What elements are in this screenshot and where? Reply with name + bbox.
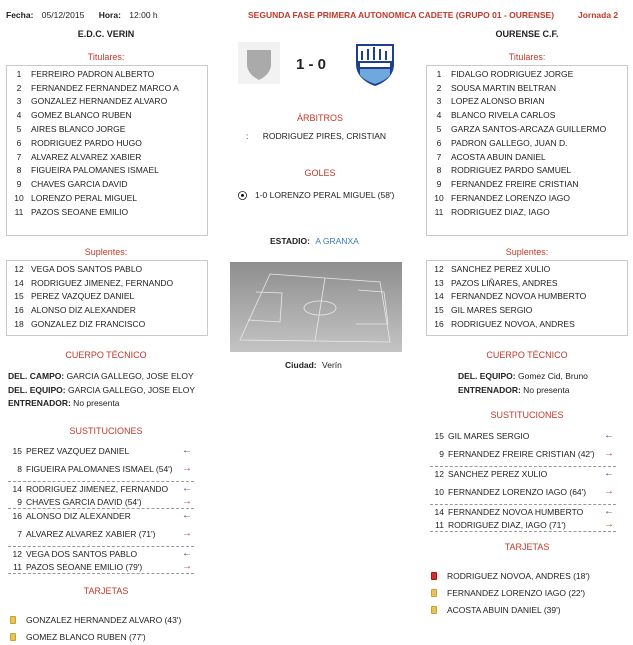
player-number: 15 [434,305,444,316]
player-name: RODRIGUEZ NOVOA, ANDRES [451,319,575,330]
player-name: PEREZ VAZQUEZ DANIEL [31,291,135,302]
arrow-out-icon: → [604,486,614,497]
substitution-in [430,429,616,442]
player-number: 7 [17,529,22,539]
home-subs-label: Suplentes: [84,247,128,257]
player-name: FERNANDEZ FREIRE CRISTIAN (42') [448,449,595,459]
stadium-link[interactable]: A GRANXA [315,236,359,246]
player-row [7,276,207,290]
player-name: RODRIGUEZ JIMENEZ, FERNANDO [26,483,169,494]
player-name: RODRIGUEZ PARDO SAMUEL [451,165,572,176]
player-number: 11 [13,561,22,572]
player-name: FIGUEIRA PALOMANES ISMAEL (54') [26,464,173,474]
home-substitutions-title: SUSTITUCIONES [69,426,143,436]
player-number: 16 [434,319,444,330]
home-team-name: E.D.C. VERIN [77,29,135,39]
player-number: 8 [16,165,22,176]
staff-name: No presenta [520,384,570,395]
substitution-out [8,522,194,546]
referee-name: RODRIGUEZ PIRES, CRISTIAN [262,131,387,141]
player-name: FERREIRO PADRON ALBERTO [31,68,155,79]
player-number: 9 [439,449,444,459]
player-number: 2 [436,82,442,93]
round-label: Jornada 2 [578,10,619,20]
substitution-in [430,505,616,518]
player-name: FERNANDEZ LORENZO IAGO (64') [448,487,587,497]
player-row [427,81,627,95]
player-number: 11 [435,519,444,530]
player-name: RODRIGUEZ DIAZ, IAGO [451,206,550,217]
player-name: FIGUEIRA PALOMANES ISMAEL [31,165,159,176]
substitution-out [8,495,194,508]
player-number: 5 [16,124,22,135]
player-row [427,108,627,122]
player-name: GIL MARES SERGIO [451,305,533,316]
player-row [7,150,207,164]
player-name: CHAVES GARCIA DAVID [31,179,128,190]
home-substitutions-list [8,444,194,574]
player-row [427,290,627,304]
player-name: BLANCO RIVELA CARLOS [451,110,556,121]
substitution-out [430,480,616,504]
arrow-out-icon: → [182,528,192,539]
player-name: GOMEZ BLANCO RUBEN [31,110,132,121]
player-name: GONZALEZ DIZ FRANCISCO [31,319,146,330]
player-number: 16 [12,510,22,521]
player-name: FERNANDEZ FERNANDEZ MARCO A [31,82,179,93]
player-name: FERNANDEZ LORENZO IAGO [451,193,571,204]
player-name: FERNANDEZ NOVOA HUMBERTO [448,506,584,517]
player-number: 14 [434,506,444,517]
staff-row [458,385,588,399]
home-subs-list [6,260,208,336]
player-name: LOPEZ ALONSO BRIAN [451,96,545,107]
away-cards-list [431,567,590,618]
card-row [431,584,590,601]
substitution-in [430,467,616,480]
player-number: 7 [16,151,22,162]
away-subs-list [426,260,628,336]
yellow-card-icon [10,616,16,624]
player-name: ALVAREZ ALVAREZ XABIER [31,151,142,162]
arrow-out-icon: → [604,518,614,530]
home-starters-label: Titulares: [87,52,125,62]
player-row [427,205,627,219]
referees-title: ÁRBITROS [296,113,343,123]
staff-role: DEL. EQUIPO: [8,384,66,395]
player-row [427,150,627,164]
arrow-in-icon: ← [182,482,192,494]
player-number: 8 [436,165,442,176]
substitution-pair [8,547,194,574]
player-row [7,191,207,205]
player-number: 15 [14,291,24,302]
player-row [7,290,207,304]
player-number: 12 [12,548,22,559]
substitution-pair [430,429,616,467]
player-name: RODRIGUEZ JIMENEZ, FERNANDO [31,277,174,288]
player-row [427,317,627,331]
card-player: GONZALEZ HERNANDEZ ALVARO (43') [26,614,182,625]
yellow-card-icon [431,606,437,614]
score: 1 - 0 [296,56,327,73]
staff-name: No presenta [70,398,120,408]
arrow-in-icon: ← [182,547,192,559]
substitution-pair [430,467,616,505]
player-number: 3 [436,96,442,107]
player-number: 10 [434,193,444,204]
player-row [7,108,207,122]
player-name: VEGA DOS SANTOS PABLO [31,263,143,274]
goal-row [238,190,394,200]
substitution-pair [8,482,194,509]
player-number: 7 [436,151,442,162]
player-number: 9 [17,496,22,507]
arrow-in-icon: ← [604,429,614,441]
substitution-in [8,482,194,495]
arrow-out-icon: → [604,448,614,459]
player-number: 6 [436,137,442,148]
staff-row [8,371,195,385]
staff-name: GARCIA GALLEGO, JOSE ELOY [64,371,194,381]
substitution-in [8,444,194,457]
goals-title: GOLES [304,168,336,178]
goal-text: 1-0 LORENZO PERAL MIGUEL (58') [255,190,395,200]
player-name: LORENZO PERAL MIGUEL [31,193,137,204]
player-name: SANCHEZ PEREZ XULIO [451,263,551,274]
player-name: PAZOS SEOANE EMILIO (79') [26,561,143,572]
player-number: 14 [12,483,22,494]
player-name: FIDALGO RODRIGUEZ JORGE [451,68,574,79]
player-number: 9 [436,179,442,190]
away-team-name: OURENSE C.F. [495,29,559,39]
player-number: 12 [434,263,444,274]
player-number: 10 [14,193,24,204]
player-name: GONZALEZ HERNANDEZ ALVARO [31,96,168,107]
player-name: PADRON GALLEGO, JUAN D. [451,137,568,148]
player-number: 11 [434,206,444,217]
player-name: ALONSO DIZ ALEXANDER [31,305,136,316]
home-cards-title: TARJETAS [83,586,129,596]
player-number: 11 [14,206,24,217]
time-label: Hora: [98,10,121,20]
away-staff-list [458,371,588,398]
player-row [7,164,207,178]
stadium-image [230,262,402,352]
player-number: 12 [14,263,24,274]
staff-name: GARCIA GALLEGO, JOSE ELOY [65,384,196,395]
away-subs-label: Suplentes: [505,247,549,257]
card-player: RODRIGUEZ NOVOA, ANDRES (18') [447,570,590,581]
player-name: FERNANDEZ NOVOA HUMBERTO [451,291,587,302]
player-row [427,177,627,191]
away-starters-label: Titulares: [508,52,546,62]
away-cards-title: TARJETAS [504,542,550,552]
player-row [427,67,627,81]
player-number: 9 [16,179,22,190]
player-name: PAZOS LIÑARES, ANDRES [451,277,558,288]
substitution-pair [430,505,616,532]
player-number: 14 [14,277,24,288]
player-name: GIL MARES SERGIO [448,430,530,441]
home-staff-title: CUERPO TÉCNICO [65,350,147,360]
player-row [427,122,627,136]
player-name: AIRES BLANCO JORGE [31,124,126,135]
player-name: ACOSTA ABUIN DANIEL [451,151,546,162]
player-number: 8 [17,464,22,474]
away-starters-list [426,65,628,236]
card-row [10,628,181,645]
staff-role: ENTRENADOR: [458,384,521,395]
player-number: 2 [16,82,22,93]
card-player: GOMEZ BLANCO RUBEN (77') [26,631,146,642]
substitution-out [430,442,616,466]
player-number: 15 [12,445,22,456]
away-substitutions-title: SUSTITUCIONES [490,410,564,420]
card-row [431,601,590,618]
player-name: SOUSA MARTIN BELTRAN [451,82,557,93]
player-row [7,136,207,150]
player-row [427,191,627,205]
player-row [7,262,207,276]
city-label: Ciudad: [285,360,317,370]
player-number: 5 [436,124,442,135]
player-number: 3 [16,96,22,107]
card-row [431,567,590,584]
football-icon [238,191,247,200]
arrow-in-icon: ← [604,505,614,517]
player-row [7,317,207,331]
player-number: 10 [434,487,444,497]
player-number: 16 [14,305,24,316]
player-name: SANCHEZ PEREZ XULIO [448,468,548,479]
player-row [7,95,207,109]
home-starters-list [6,65,208,236]
player-row [427,303,627,317]
referee-row [246,131,386,141]
player-name: ALVAREZ ALVAREZ XABIER (71') [26,529,156,539]
referee-prefix: : [246,131,249,141]
player-name: RODRIGUEZ PARDO HUGO [31,137,142,148]
substitution-pair [8,509,194,547]
player-name: ALONSO DIZ ALEXANDER [26,510,131,521]
away-crest-icon [352,38,398,88]
arrow-out-icon: → [182,463,192,474]
player-row [7,122,207,136]
player-number: 1 [16,68,22,79]
player-row [7,67,207,81]
substitution-in [8,509,194,522]
city-value: Verín [322,360,342,370]
home-crest-icon [238,42,280,84]
player-row [427,276,627,290]
arrow-in-icon: ← [182,444,192,456]
card-row [10,611,181,628]
match-date [6,10,158,20]
date-value: 05/12/2015 [41,10,85,20]
player-row [427,136,627,150]
card-player: FERNANDEZ LORENZO IAGO (22') [447,587,586,598]
city-row [285,360,342,370]
yellow-card-icon [431,589,437,597]
player-number: 15 [434,430,444,441]
date-label: Fecha: [6,10,34,20]
player-number: 13 [434,277,444,288]
player-number: 4 [16,110,22,121]
arrow-in-icon: ← [182,509,192,521]
staff-role: DEL. EQUIPO: [458,371,516,381]
staff-row [458,371,588,385]
player-name: GARZA SANTOS-ARCAZA GUILLERMO [451,124,607,135]
competition-title: SEGUNDA FASE PRIMERA AUTONOMICA CADETE (GRUPO 01 - OURENSE) [248,10,555,20]
time-value: 12:00 h [129,10,158,20]
player-name: RODRIGUEZ DIAZ, IAGO (71') [448,519,566,530]
away-substitutions-list [430,429,616,532]
player-row [7,81,207,95]
substitution-in [8,547,194,560]
away-staff-title: CUERPO TÉCNICO [486,350,568,360]
player-number: 14 [434,291,444,302]
staff-row [8,385,195,399]
arrow-out-icon: → [182,495,192,507]
stadium-row [270,236,359,246]
staff-role: DEL. CAMPO: [8,371,65,381]
stadium-label: ESTADIO: [270,236,310,246]
staff-name: Gomez Cid, Bruno [515,371,588,381]
substitution-pair [8,444,194,482]
player-name: VEGA DOS SANTOS PABLO [26,548,138,559]
player-name: PEREZ VAZQUEZ DANIEL [26,445,130,456]
staff-role: ENTRENADOR: [8,398,71,408]
player-row [427,164,627,178]
player-number: 4 [436,110,442,121]
player-name: CHAVES GARCIA DAVID (54') [26,496,142,507]
card-player: ACOSTA ABUIN DANIEL (39') [447,604,561,615]
player-number: 1 [436,68,442,79]
player-name: PAZOS SEOANE EMILIO [31,206,129,217]
red-card-icon [431,572,437,580]
arrow-in-icon: ← [604,467,614,479]
arrow-out-icon: → [182,560,192,572]
player-row [427,95,627,109]
player-row [7,205,207,219]
player-name: FERNANDEZ FREIRE CRISTIAN [451,179,579,190]
player-row [427,262,627,276]
player-number: 6 [16,137,22,148]
home-staff-list [8,371,195,412]
player-row [7,177,207,191]
substitution-out [8,560,194,573]
player-number: 18 [14,319,24,330]
player-row [7,303,207,317]
substitution-out [8,457,194,481]
staff-row [8,398,195,412]
home-cards-list [10,611,181,645]
yellow-card-icon [10,633,16,641]
player-number: 12 [434,468,444,479]
substitution-out [430,518,616,531]
